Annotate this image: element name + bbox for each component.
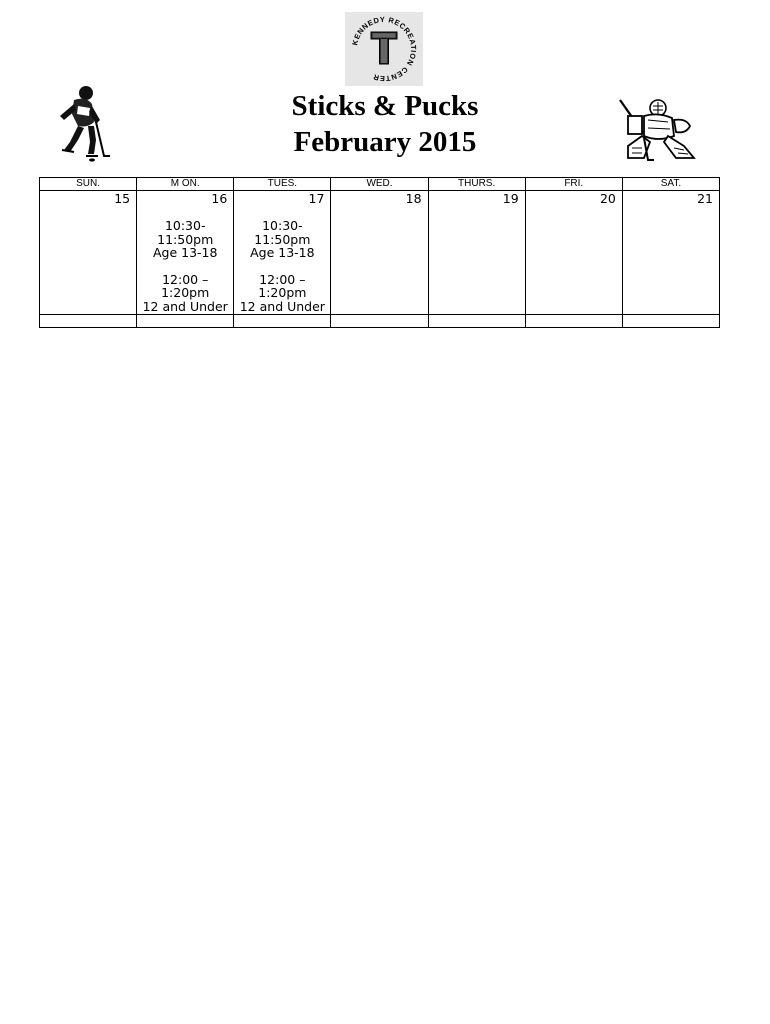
header-tuesday: TUES.: [234, 178, 331, 191]
session-time-end: 11:50pm: [157, 231, 214, 247]
day-number: 16: [211, 191, 228, 206]
empty-row: [40, 314, 720, 327]
week-row: [40, 191, 720, 315]
session-entry: [141, 273, 229, 314]
day-number: 15: [114, 191, 131, 206]
session-age-group: 12 and Under: [142, 298, 228, 314]
header-friday: FRI.: [525, 178, 622, 191]
session-entry: [238, 219, 326, 260]
session-time-start: 12:00 –: [162, 271, 209, 287]
header-sunday: SUN.: [40, 178, 137, 191]
header-thursday: THURS.: [428, 178, 525, 191]
session-age-group: Age 13-18: [152, 245, 218, 261]
page-title: Sticks & Pucks: [291, 90, 479, 122]
session-age-group: 12 and Under: [239, 298, 325, 314]
empty-cell: [40, 314, 137, 327]
day-cell-friday: [525, 191, 622, 315]
day-number: 21: [697, 191, 713, 206]
header-monday: M ON.: [137, 178, 234, 191]
session-list: [137, 205, 233, 314]
empty-cell: [428, 314, 525, 327]
day-cell-saturday: [622, 191, 719, 315]
day-cell-monday: [137, 191, 234, 315]
session-time-end: 1:20pm: [258, 285, 307, 301]
header-wednesday: WED.: [331, 178, 428, 191]
empty-cell: [331, 314, 428, 327]
calendar-table: [39, 177, 720, 328]
svg-text:KENNEDY RECREATION CENTER: KENNEDY RECREATION CENTER: [350, 14, 419, 84]
day-number: 17: [308, 191, 325, 206]
page-subtitle-month: February 2015: [293, 126, 477, 158]
session-entry: [238, 273, 326, 314]
session-entry: [141, 219, 229, 260]
day-cell-thursday: [428, 191, 525, 315]
session-list: [234, 205, 330, 314]
session-time-start: 12:00 –: [259, 271, 306, 287]
session-age-group: Age 13-18: [250, 245, 315, 261]
logo-seal-icon: [345, 12, 423, 86]
hockey-skater-icon: [44, 80, 110, 164]
empty-cell: [622, 314, 719, 327]
session-time-end: 1:20pm: [161, 285, 210, 301]
day-number: 20: [599, 191, 616, 206]
weekday-header-row: [40, 178, 720, 191]
day-cell-tuesday: [234, 191, 331, 315]
recreation-center-logo: [345, 12, 423, 86]
empty-cell: [137, 314, 234, 327]
session-time: 10:30-11:50pm: [254, 218, 311, 247]
day-cell-wednesday: [331, 191, 428, 315]
empty-cell: [234, 314, 331, 327]
empty-cell: [525, 314, 622, 327]
day-cell-sunday: [40, 191, 137, 315]
hockey-goalie-icon: [614, 96, 704, 162]
day-number: 19: [502, 191, 519, 206]
header-saturday: SAT.: [622, 178, 719, 191]
session-time-start: 10:30-: [164, 218, 206, 233]
day-number: 18: [405, 191, 422, 206]
